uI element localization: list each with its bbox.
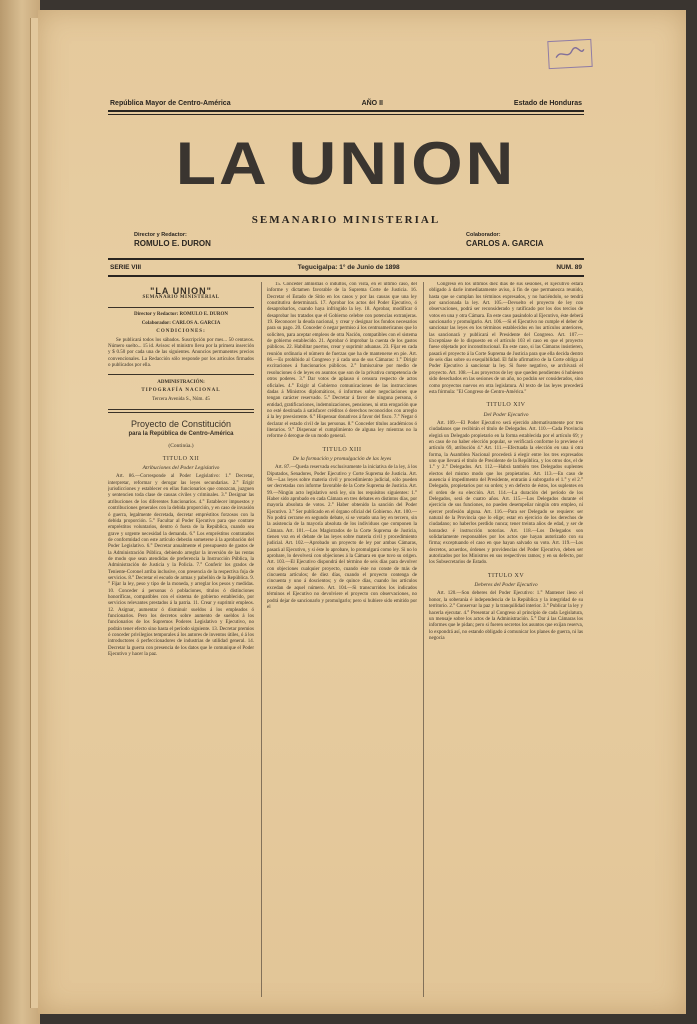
rule-top [108,110,584,112]
title-xii-subheading: Atribuciones del Poder Legislativo [142,465,220,472]
section-double-rule [108,409,254,413]
republic-label: República Mayor de Centro-América [110,100,231,107]
box-title: "LA UNION" [150,286,212,296]
continued-note: (Continúa.) [168,443,194,450]
rule-info-bottom [108,275,584,277]
title-xv-subheading: Deberes del Poder Ejecutivo [474,582,538,589]
conditions-heading: CONDICIONES: [156,329,206,335]
admin-separator [108,374,254,375]
rule-info-top [108,258,584,260]
collaborator-block [466,232,543,248]
title-xiii-subheading: De la formación y promulgación de las leyes [292,455,392,462]
printer-address: Tercera Avenida S., Núm. 45 [152,396,210,402]
top-line [110,100,582,107]
conditions-text: Se publicará todos los sábados. Suscripción por mes... 50 centavos. Número suelto... 15 id. Avisos: el ministro lleva por la primera inserción y $ 0.50 por cada una de las siguientes. Anuncios permanentes precios convencionales. La Redacción sólo responde por los artículos firmados o publicados por ella. [108,337,254,368]
year-label: AÑO II [361,100,383,107]
column-2-text-a: 15. Conceder amnistías ó indultos, con vista, en el último caso, del informe y dictamen favorable de la Suprema Corte de Justicia. 16. Decretar el Estado de Sitio en los casos y por las causas que una ley constitutiva determinará. 17. Aprobar los actos del Poder Ejecutivo, ó desaprobarlos, cuando haya infringido la ley. 18. Aprobar, modificar ó desaprobar los tratados que el Gobierno celebre con potencias extranjeras. 19. Reconocer la deuda nacional, y crear y designar los fondos necesarios para su pago. 20. Conceder ó negar permiso á los centroamericanos que lo soliciten, para aceptar empleos de otra Nación, compatibles con el sistema de gobierno establecido. 21. Aprobar ó improbar la cuenta de los gastos públicos. 22. Habilitar puertos, crear y suprimir aduanas. 23. Fijar en cada reunión ordinaria el número de fuerzas que ha de mantenerse en pie. Art. 86.—Es prohibido al Congreso y á cada una de sus Cámaras: 1.° Dirigir excitaciones á funcionarios públicos. 2.° Inmiscuirse por medio de resoluciones ó de leyes en asuntos que son de la privativa competencia de otros poderes. 3.° Dar votos de aplauso ó censura respecto de actos oficiales. 4.° Exigir al Gobierno comunicaciones de las instrucciones dadas á Ministros diplomáticos, ó informes sobre negociaciones que tengan carácter reservado. 5.° Decretar á favor de ninguna persona, ó entidad, gratificaciones, indemnizaciones, pensiones, ni otra erogación que no esté destinada á satisfacer créditos ó derechos reconocidos con arreglo á la ley preexistente. 6.° Hispensar donativos á favor del fisco. 7.° Negar ó declarar el estado civil de las personas. 8.° Conceder títulos académicos ó literarios. 9.° Dispensar el cumplimiento de alguna ley mientras no la reforme ó derogue de un modo general. [267,282,417,440]
title-xv-heading: TITULO XV [487,572,525,579]
state-label: Estado de Honduras [513,100,582,107]
director-block [134,232,211,248]
box-collaborator: Colaborador: CARLOS A. GARCIA [141,320,221,326]
column-3-text-c: Art. 120.—Son deberes del Poder Ejecutivo: 1.° Mantener ileso el honor, la soberanía é independencia de la República y la integridad de su territorio. 2.° Conservar la paz y la tranquilidad interior. 3.° Publicar la ley y hacerla ejecutar. 4.° Presentar al Congreso al principio de cada Legislatura, un mensaje sobre los actos de la Administración. 5.° Dar á las Cámaras los informes que le pidan; pero si fueren secretos los asuntos que exijan reserva, lo expondrá así, no estando obligado á comunicar los planes de guerra, ni las negocia [429,591,583,641]
masthead-title: LA UNION [175,128,517,198]
project-title: Proyecto de Constitución [130,419,232,430]
box-director: Director y Redactor: ROMULO E. DURON [134,312,228,318]
dateline: Tegucigalpa: 1° de Junio de 1898 [297,264,400,271]
newspaper-page [38,10,686,1014]
admin-heading: ADMINISTRACIÓN: [157,380,205,386]
collaborator-label: Colaborador: [466,232,501,238]
title-xii-heading: TITULO XII [162,455,200,462]
project-subtitle: para la República de Centro-América [128,431,234,438]
issue-number: NUM. 89 [556,264,582,271]
column-2 [267,282,417,997]
column-3-text-b: Art. 109.—El Poder Ejecutivo será ejercido alternativamente por tres ciudadanos que recibirán el título de Delegados. Art. 110.—Cada Provincia elegirá un Delegado propietario en la forma establecida por el artículo 69; y en caso de no haber elección popular, se verificará conforme lo previene el artículo 69, atribución 4.ª Art. 111.—Efectuada la elección en una ú otra forma, la Asamblea Nacional procederá á elegir entre los tres expresados uno que llevará el título de Presidente de la República, y los otros dos, el de 1.° y 2.° Delegados. Art. 112.—Habrá también tres Delegados suplentes electos del mismo modo que los propietarios. Art. 113.—En caso de ausencia ó impedimento del Presidente, entrarán á subrogarlo el 1.° y el 2.° Delegado, propietarios por su orden; y en defecto de éstos, los suplentes en el orden de su elección. Art. 114.—La duración del período de los Delegados, será de cuatro años. Art. 115.—Los Delegados durante el ejercicio de sus funciones, no pueden desempeñar ningún otro empleo, ni ejercer profesión alguna. Art. 116.—Para ser Delegado se requiere: ser natural de la Provincia que lo elige; estar en ejercicio de los derechos de ciudadano; no haberlos perdido nunca; tener treinta años de edad, y ser de honradez é instrucción notorias. Art. 118.—Los Delegados son solidariamente responsables por los actos que hayan autorizado con su firma; exceptuando el caso en que hayan salvado su voto. Art. 119.—Los decretos, acuerdos, órdenes y providencias del Poder Ejecutivo, deben ser autorizados por los Ministros en sus respectivos ramos; y en su defecto, por los Subsecretarios de Estado. [429,420,583,566]
column-rule-2 [423,282,424,997]
column-rule-1 [261,282,262,997]
title-xii-text: Art. 86.—Corresponde al Poder Legislativo: 1.° Decretar, interpretar, reformar y derogar las leyes secundarias. 2.° Erigir jurisdicciones y establecer en ellas funcionarios que conozcan, juzguen y sentencien toda clase de causas civiles y criminales. 3.° Designar las atribuciones de los diferentes funcionarios. 4.° Establecer impuestos y contribuciones generales con la debida proporción, y en caso de invasión ó guerra, legalmente decretada, decretar empréstitos forzosos con la debida proporción. 5.° Facultar al Poder Ejecutivo para que contrate empréstitos voluntarios, dentro ó fuera de la República, cuando sea grave y urgente necesidad la demanda. 6.° Los empréstitos contratados de conformidad con este artículo deberán someterse á la aprobación del Poder Legislativo. 6.° Decretar anualmente el presupuesto de gastos de la Administración Pública, debiendo arreglar la inversión de las rentas de modo que sean atendidas de preferencia la Instrucción Pública, la Administración de Justicia y la Policía. 7.° Conferir los grados de Teniente-Coronel arriba inclusive, con presencia de la respectiva foja de servicios. 8.° Decretar el escudo de armas y pabellón de la República. 9.° Fijar la ley, peso y tipo de la moneda, y arreglar los pesos y medidas. 10. Conceder á personas ó poblaciones, títulos ó distinciones honoríficas, compatibles con el sistema de gobierno establecido, por servicios relevantes prestados á la patria. 11. Crear y suprimir empleos. 12. Asignar, aumentar ó disminuir sueldos á los empleados ó funcionarios. Pero los decretos sobre aumento de sueldos á los funcionarios de los Supremos Poderes Legislativo y Ejecutivo, no podrán tener efecto sino hasta el período siguiente. 13. Decretar premios ó conceder privilegios temporales á los autores de inventos útiles, ó á los introductores ó perfeccionadores de industrias de utilidad general. 14. Decretar la guerra con presencia de los datos que le comunique el Poder Ejecutivo y hacer la paz. [108,474,254,658]
column-3 [429,282,583,997]
column-3-text-a: Congreso en los últimos diez días de sus sesiones, el Ejecutivo estará obligado á darle inmediatamente aviso, á fin de que permanezca reunido, hasta que se cumplan los términos expresados, y no haciéndolo, se tendrá por sancionada la ley. Art. 105.—Devuelto el proyecto de ley con observaciones, podrá ser reconsiderado y ratificado por los dos tercios de votos en una y otra Cámara. En este caso pasándolo al Ejecutivo, éste deberá sancionarlo y promulgarlo. Art. 106.—Si el Ejecutivo no cumple el deber de sancionar las leyes en los términos establecidos en los artículos anteriores, las sancionará y publicará el Presidente del Congreso. Art. 107.—Exceptúase de lo dispuesto en el artículo 103 el caso en que el proyecto fuese objetado por inconstitucional. En este caso, si las Cámaras insistieren, pasará el proyecto á la Corte Suprema de Justicia para que ella decida dentro de seis días sobre su exequibilidad. El fallo afirmativo de la Corte obliga al Poder Ejecutivo á sancionar la ley. Si fuere negativo, se archivará el proyecto. Art. 108.—Los proyectos de ley que queden pendientes ó hubiesen sido desechados en las sesiones de un año, no podrán ser considerados, sino como proyectos nuevos en otra legislatura. Al texto de las leyes precederá esta fórmula: "El Congreso de Centro-América." [429,282,583,395]
title-xiv-subheading: Del Poder Ejecutivo [483,411,529,418]
title-xiv-heading: TITULO XIV [486,402,526,409]
printer-name: TIPOGRAFÍA NACIONAL [141,388,221,394]
director-label: Director y Redactor: [134,232,187,238]
library-stamp [547,39,592,69]
column-2-text-b: Art. 87.—Queda reservada exclusivamente la iniciativa de la ley, á los Diputados, Senadores, Poder Ejecutivo y Corte Suprema de Justicia. Art. 98.—Las leyes sobre materia civil y procedimiento judicial, sólo pueden ser decretadas con informe favorable de la Corte Suprema de Justicia. Art. 99.—Ningún acto legislativo será ley, sin los requisitos siguientes: 1.° Haber sido aprobado en cada Cámara en tres debates en distintos días, por mayoría absoluta de votos. 2.° Haber obtenido la sanción del Poder Ejecutivo. 3.° Ser publicado en el órgano oficial del Gobierno. Art. 100.—No podrá cerrarse en segundo debate, si se votado una ley en tercero, sin la asistencia de la mayoría absoluta de los individuos que componen la Cámara. Art. 101.—Los Magistrados de la Corte Suprema de Justicia, tienen voz en el debate de las leyes sobre materia civil y procedimiento judicial. Art. 102.—Aprobado un proyecto de ley por ambas Cámaras, pasará al Ejecutivo, y si éste lo aprobare, lo promulgará como ley. Si no lo aprobare, lo devolverá con objeciones á la Cámara en que tuvo su origen. Art. 103.—El Ejecutivo dispondrá del término de seis días para devolver con objeciones cualquier proyecto, cuando éste no conste de más de cincuenta artículos; de diez días, cuando el proyecto contenga de cincuenta y uno á doscientos; y de quince días, cuando los artículos excedan de aquel número. Art. 104.—Si transcurridos los indicados términos el Ejecutivo no devolviere el proyecto con observaciones, no podrá dejar de sancionarlo y promulgarlo; pero si hubiere sido emitido por el [267,465,417,610]
title-xiii-heading: TITULO XIII [322,446,362,453]
column-1 [108,282,254,997]
issue-info-bar [110,264,582,271]
director-name: ROMULO E. DURON [134,239,211,248]
box-subtitle: SEMANARIO MINISTERIAL [142,295,220,301]
box-separator [108,307,254,308]
masthead-subtitle: SEMANARIO MINISTERIAL [251,214,441,226]
series-label: SERIE VIII [110,264,142,271]
collaborator-name: CARLOS A. GARCIA [466,239,544,248]
rule-top-thin [108,114,584,115]
adjacent-page [0,0,40,1024]
